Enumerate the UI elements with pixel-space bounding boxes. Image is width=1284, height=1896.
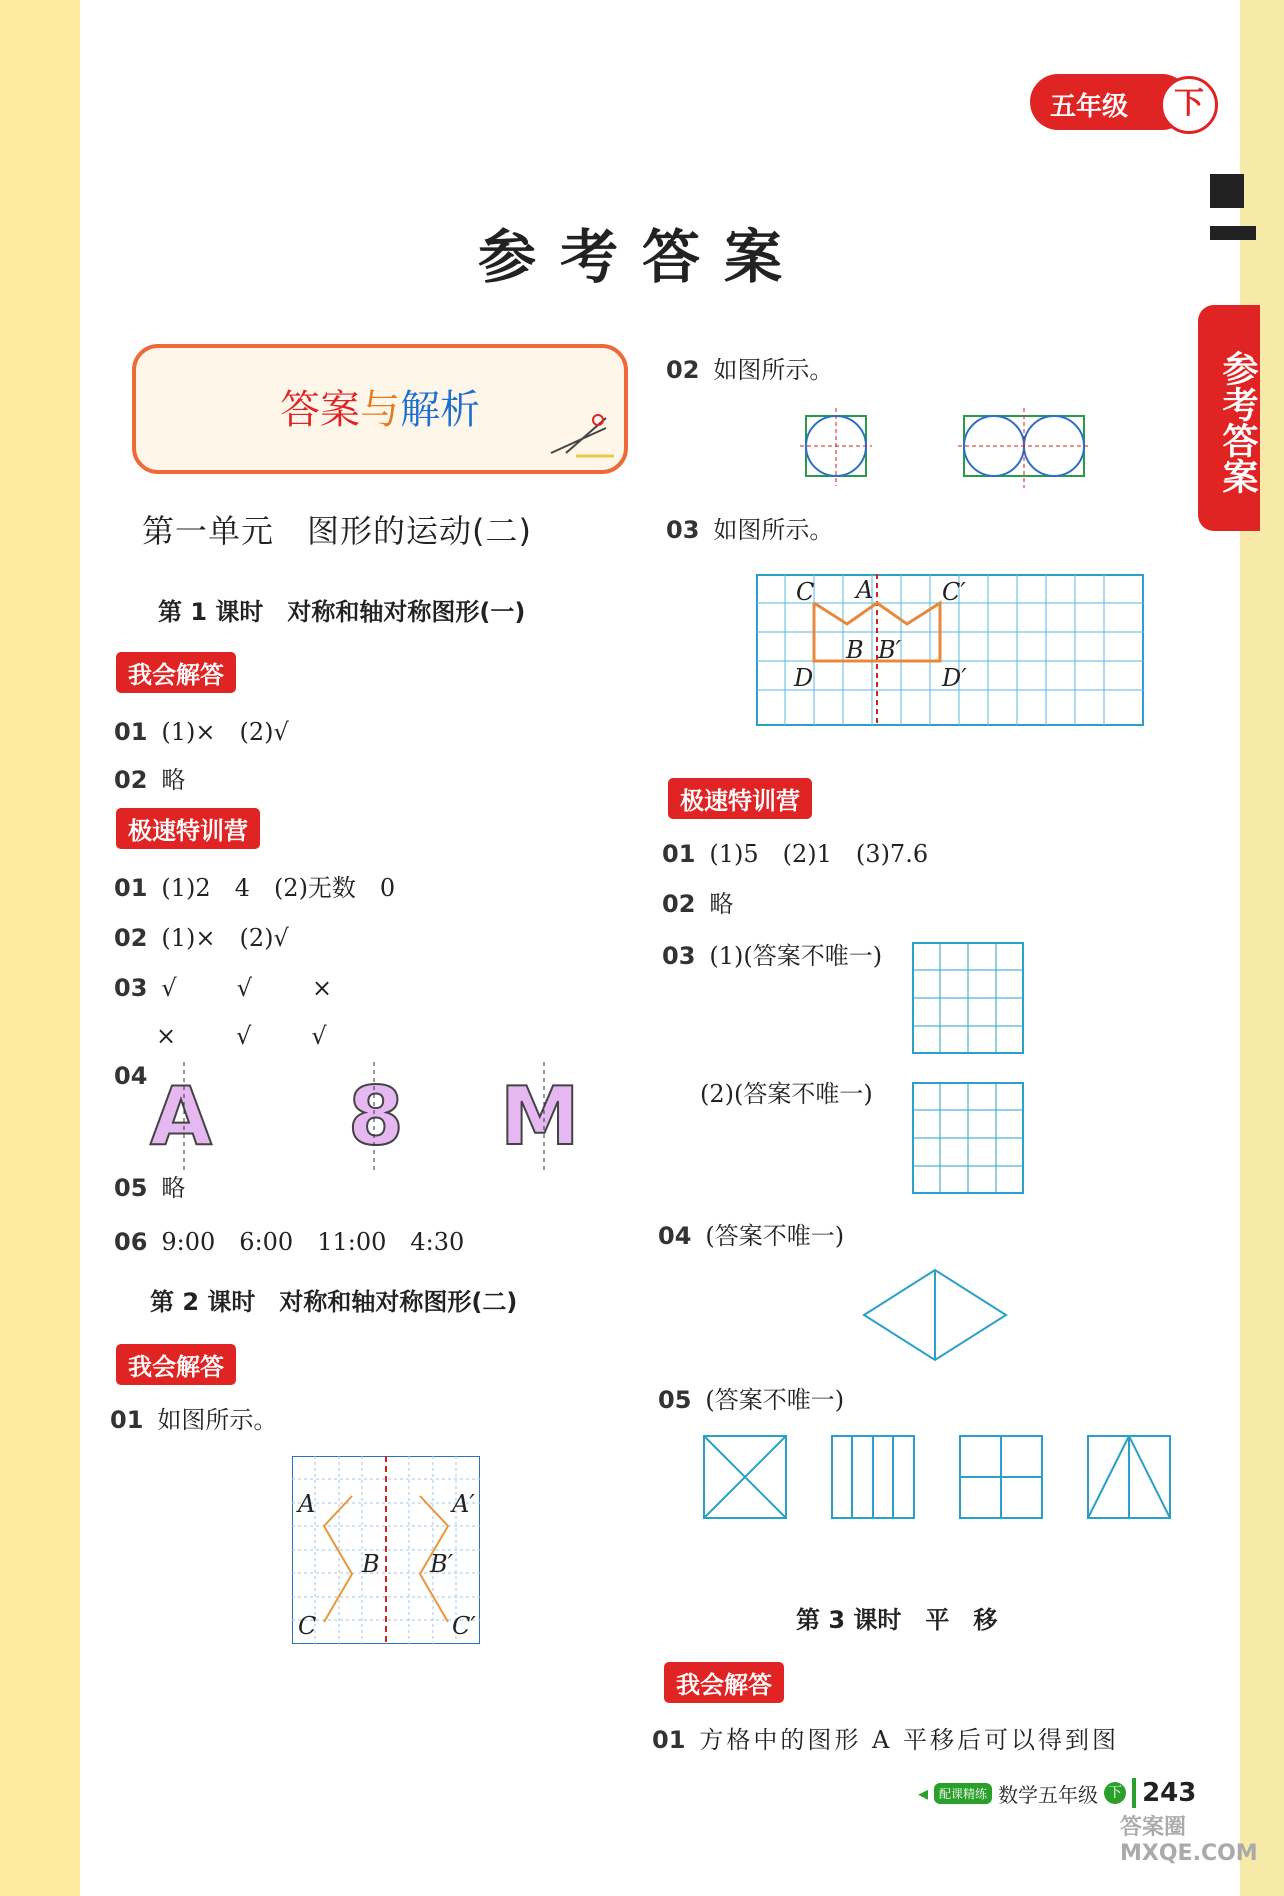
point-label: D [794, 664, 814, 692]
point-label: C′ [942, 578, 966, 606]
answer-line: 02 如图所示。 [666, 356, 834, 384]
tag-answer: 我会解答 [116, 652, 236, 693]
page-number: 243 [1132, 1778, 1196, 1808]
answer-line: 03 √ √ × [114, 974, 351, 1002]
tag-answer: 我会解答 [664, 1662, 784, 1703]
symmetric-letter: 8 [348, 1070, 404, 1163]
lesson-1-title: 第 1 课时 对称和轴对称图形(一) [158, 598, 526, 626]
scissors-icon [546, 408, 616, 458]
answer-line: (2)(答案不唯一) [700, 1080, 873, 1108]
symmetric-letter: A [150, 1070, 212, 1163]
watermark: 答案圈 MXQE.COM [1120, 1815, 1258, 1866]
answer-line: 01 如图所示。 [110, 1406, 278, 1434]
grade-label: 五年级 [1050, 92, 1129, 122]
point-label: A [298, 1490, 316, 1518]
point-label: B [362, 1550, 380, 1578]
answer-grid-1 [912, 942, 1024, 1054]
square-division-figures [700, 1432, 1180, 1522]
point-label: C [796, 578, 815, 606]
symmetry-axes [140, 1062, 600, 1172]
tag-training: 极速特训营 [668, 778, 812, 819]
answer-line: × √ √ [156, 1022, 345, 1050]
point-label: C [298, 1612, 317, 1640]
tag-answer: 我会解答 [116, 1344, 236, 1385]
answer-line: 05 (答案不唯一) [658, 1386, 845, 1414]
point-label: C′ [452, 1612, 476, 1640]
arrow-left-icon: ◂ [918, 1781, 929, 1805]
volume-badge: 下 [1160, 76, 1218, 134]
grade-badge [1030, 74, 1204, 130]
answer-line: 05 略 [114, 1174, 186, 1202]
side-tab-answers: 参考答案 [1198, 305, 1260, 531]
answer-line: 01 (1)5 (2)1 (3)7.6 [662, 840, 929, 868]
lesson-3-title: 第 3 课时 平 移 [796, 1606, 998, 1634]
unit-title: 第一单元 图形的运动(二) [142, 512, 532, 550]
answer-line: 01 (1)2 4 (2)无数 0 [114, 874, 396, 902]
volume-badge: 下 [1104, 1782, 1126, 1804]
answer-line: 06 9:00 6:00 11:00 4:30 [114, 1228, 465, 1256]
point-label: D′ [942, 664, 967, 692]
tag-training: 极速特训营 [116, 808, 260, 849]
answer-line: 04 (答案不唯一) [658, 1222, 845, 1250]
answer-line: 01 方格中的图形 A 平移后可以得到图 [652, 1726, 1119, 1754]
point-label: B′ [430, 1550, 454, 1578]
point-label: B′ [878, 636, 902, 664]
answer-line: 04 [114, 1062, 148, 1090]
answer-line: 03 (1)(答案不唯一) [662, 942, 883, 970]
crown-grid-figure [756, 574, 1144, 726]
lesson-2-title: 第 2 课时 对称和轴对称图形(二) [150, 1288, 518, 1316]
point-label: B [846, 636, 864, 664]
book-title: 数学五年级 [998, 1782, 1099, 1807]
symmetric-letter: M [500, 1070, 580, 1163]
mirror-figure [292, 1456, 480, 1644]
answer-line: 01 (1)× (2)√ [114, 718, 289, 746]
answer-grid-2 [912, 1082, 1024, 1194]
rhombus-figure [860, 1266, 1010, 1364]
point-label: A [856, 576, 874, 604]
answer-line: 02 略 [114, 766, 186, 794]
page-title: 参考答案 [477, 223, 806, 291]
section-banner [132, 344, 628, 474]
banner-title: 答案与解析 [280, 387, 480, 433]
point-label: A′ [452, 1490, 475, 1518]
page-footer [918, 1778, 1196, 1808]
brand-badge: 配课精练 [934, 1783, 992, 1804]
answer-line: 02 略 [662, 890, 734, 918]
answer-line: 03 如图所示。 [666, 516, 834, 544]
answer-line: 02 (1)× (2)√ [114, 924, 289, 952]
circle-figures [800, 408, 1100, 488]
